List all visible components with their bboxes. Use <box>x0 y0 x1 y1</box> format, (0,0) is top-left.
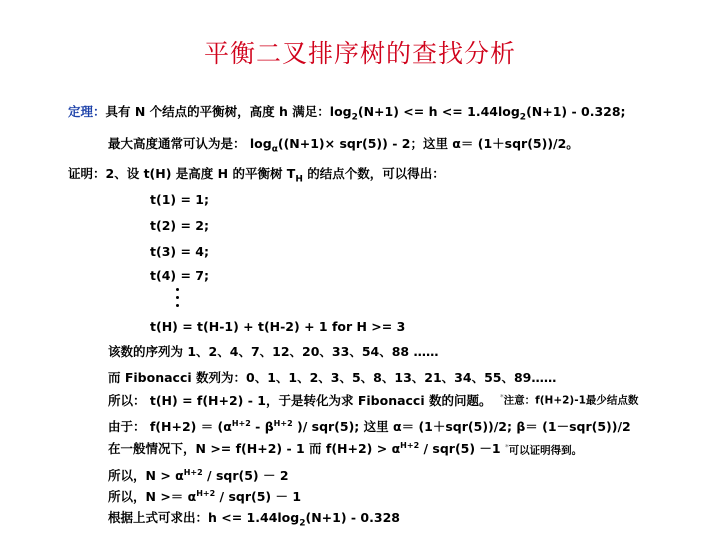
proof-post: 的结点个数，可以得出： <box>302 166 445 181</box>
conclusion-line <box>108 510 400 532</box>
theorem-text-mid: (N+1) <= h <= 1.44log <box>357 104 520 119</box>
t-value-2: t(2) = 2; <box>150 218 209 233</box>
note-min-nodes-text: 注意：f(H+2)-1最少结点数 <box>503 394 639 407</box>
dot <box>176 288 179 291</box>
because-line <box>108 416 631 435</box>
note-marker: * <box>505 443 509 451</box>
because-sup-2: H+2 <box>273 419 293 428</box>
because-post: )/ sqr(5); 这里 α＝ (1＋sqr(5))/2; β＝ (1－sqr(5))/2 <box>292 419 631 435</box>
so2-sup: H+2 <box>196 489 216 498</box>
max-height-line <box>108 136 579 158</box>
because-mid: - β <box>250 419 274 435</box>
so2-pre: 所以，N >＝ α <box>108 489 197 505</box>
proof-sub: H <box>295 174 303 185</box>
t-value-4: t(4) = 7; <box>150 268 209 283</box>
general-pre: 在一般情况下，N >= f(H+2) - 1 而 f(H+2) > α <box>108 441 401 457</box>
theorem-line <box>68 104 626 126</box>
theorem-text-pre: 具有 N 个结点的平衡树，高度 h 满足：log <box>105 104 352 119</box>
because-sup-1: H+2 <box>231 419 251 428</box>
proof-pre: 2、设 t(H) 是高度 H 的平衡树 T <box>105 166 296 181</box>
page-title: 平衡二叉排序树的查找分析 <box>203 39 516 68</box>
max-height-pre: 最大高度通常可认为是： log <box>108 136 272 151</box>
t-value-3: t(3) = 4; <box>150 244 209 259</box>
note-min-nodes <box>500 390 638 408</box>
theorem-sub-2: 2 <box>519 112 527 123</box>
max-height-post: ((N+1)× sqr(5)) - 2；这里 α＝ (1＋sqr(5))/2。 <box>277 136 579 151</box>
so-line-2 <box>108 486 301 505</box>
general-post: / sqr(5) －1 <box>419 441 501 457</box>
note-provable-text: 可以证明得到。 <box>508 444 583 457</box>
conclusion-pre: 根据上式可求出：h <= 1.44log <box>108 510 300 525</box>
so2-post: / sqr(5) － 1 <box>215 489 302 505</box>
ellipsis-dots <box>176 288 180 307</box>
max-height-sub: α <box>271 144 278 155</box>
conclusion-sub: 2 <box>299 518 306 529</box>
theorem-sub-1: 2 <box>351 112 358 123</box>
dot <box>176 304 179 307</box>
note-provable <box>505 440 582 458</box>
note-marker: * <box>500 393 504 401</box>
dot <box>176 296 179 299</box>
recurrence-line: t(H) = t(H-1) + t(H-2) + 1 for H >= 3 <box>150 319 406 334</box>
general-sup: H+2 <box>400 441 420 450</box>
proof-label: 证明： <box>68 166 106 181</box>
proof-line <box>68 166 445 188</box>
theorem-text-post: (N+1) - 0.328; <box>526 104 626 119</box>
theorem-label: 定理： <box>68 104 106 119</box>
so-line: 所以： t(H) = f(H+2) - 1，于是转化为求 Fibonacci 数的问题。 <box>108 393 492 408</box>
fibonacci-line: 而 Fibonacci 数列为：0、1、1、2、3、5、8、13、21、34、55、89…… <box>108 370 557 385</box>
so1-sup: H+2 <box>183 468 203 477</box>
general-line <box>108 438 501 457</box>
because-pre: 由于： f(H+2) ＝ (α <box>108 419 232 435</box>
sequence-line: 该数的序列为 1、2、4、7、12、20、33、54、88 …… <box>108 344 439 359</box>
so-line-1 <box>108 465 289 484</box>
t-value-1: t(1) = 1; <box>150 192 209 207</box>
conclusion-post: (N+1) - 0.328 <box>305 510 400 525</box>
so1-pre: 所以，N > α <box>108 468 184 484</box>
so1-post: / sqr(5) － 2 <box>202 468 289 484</box>
